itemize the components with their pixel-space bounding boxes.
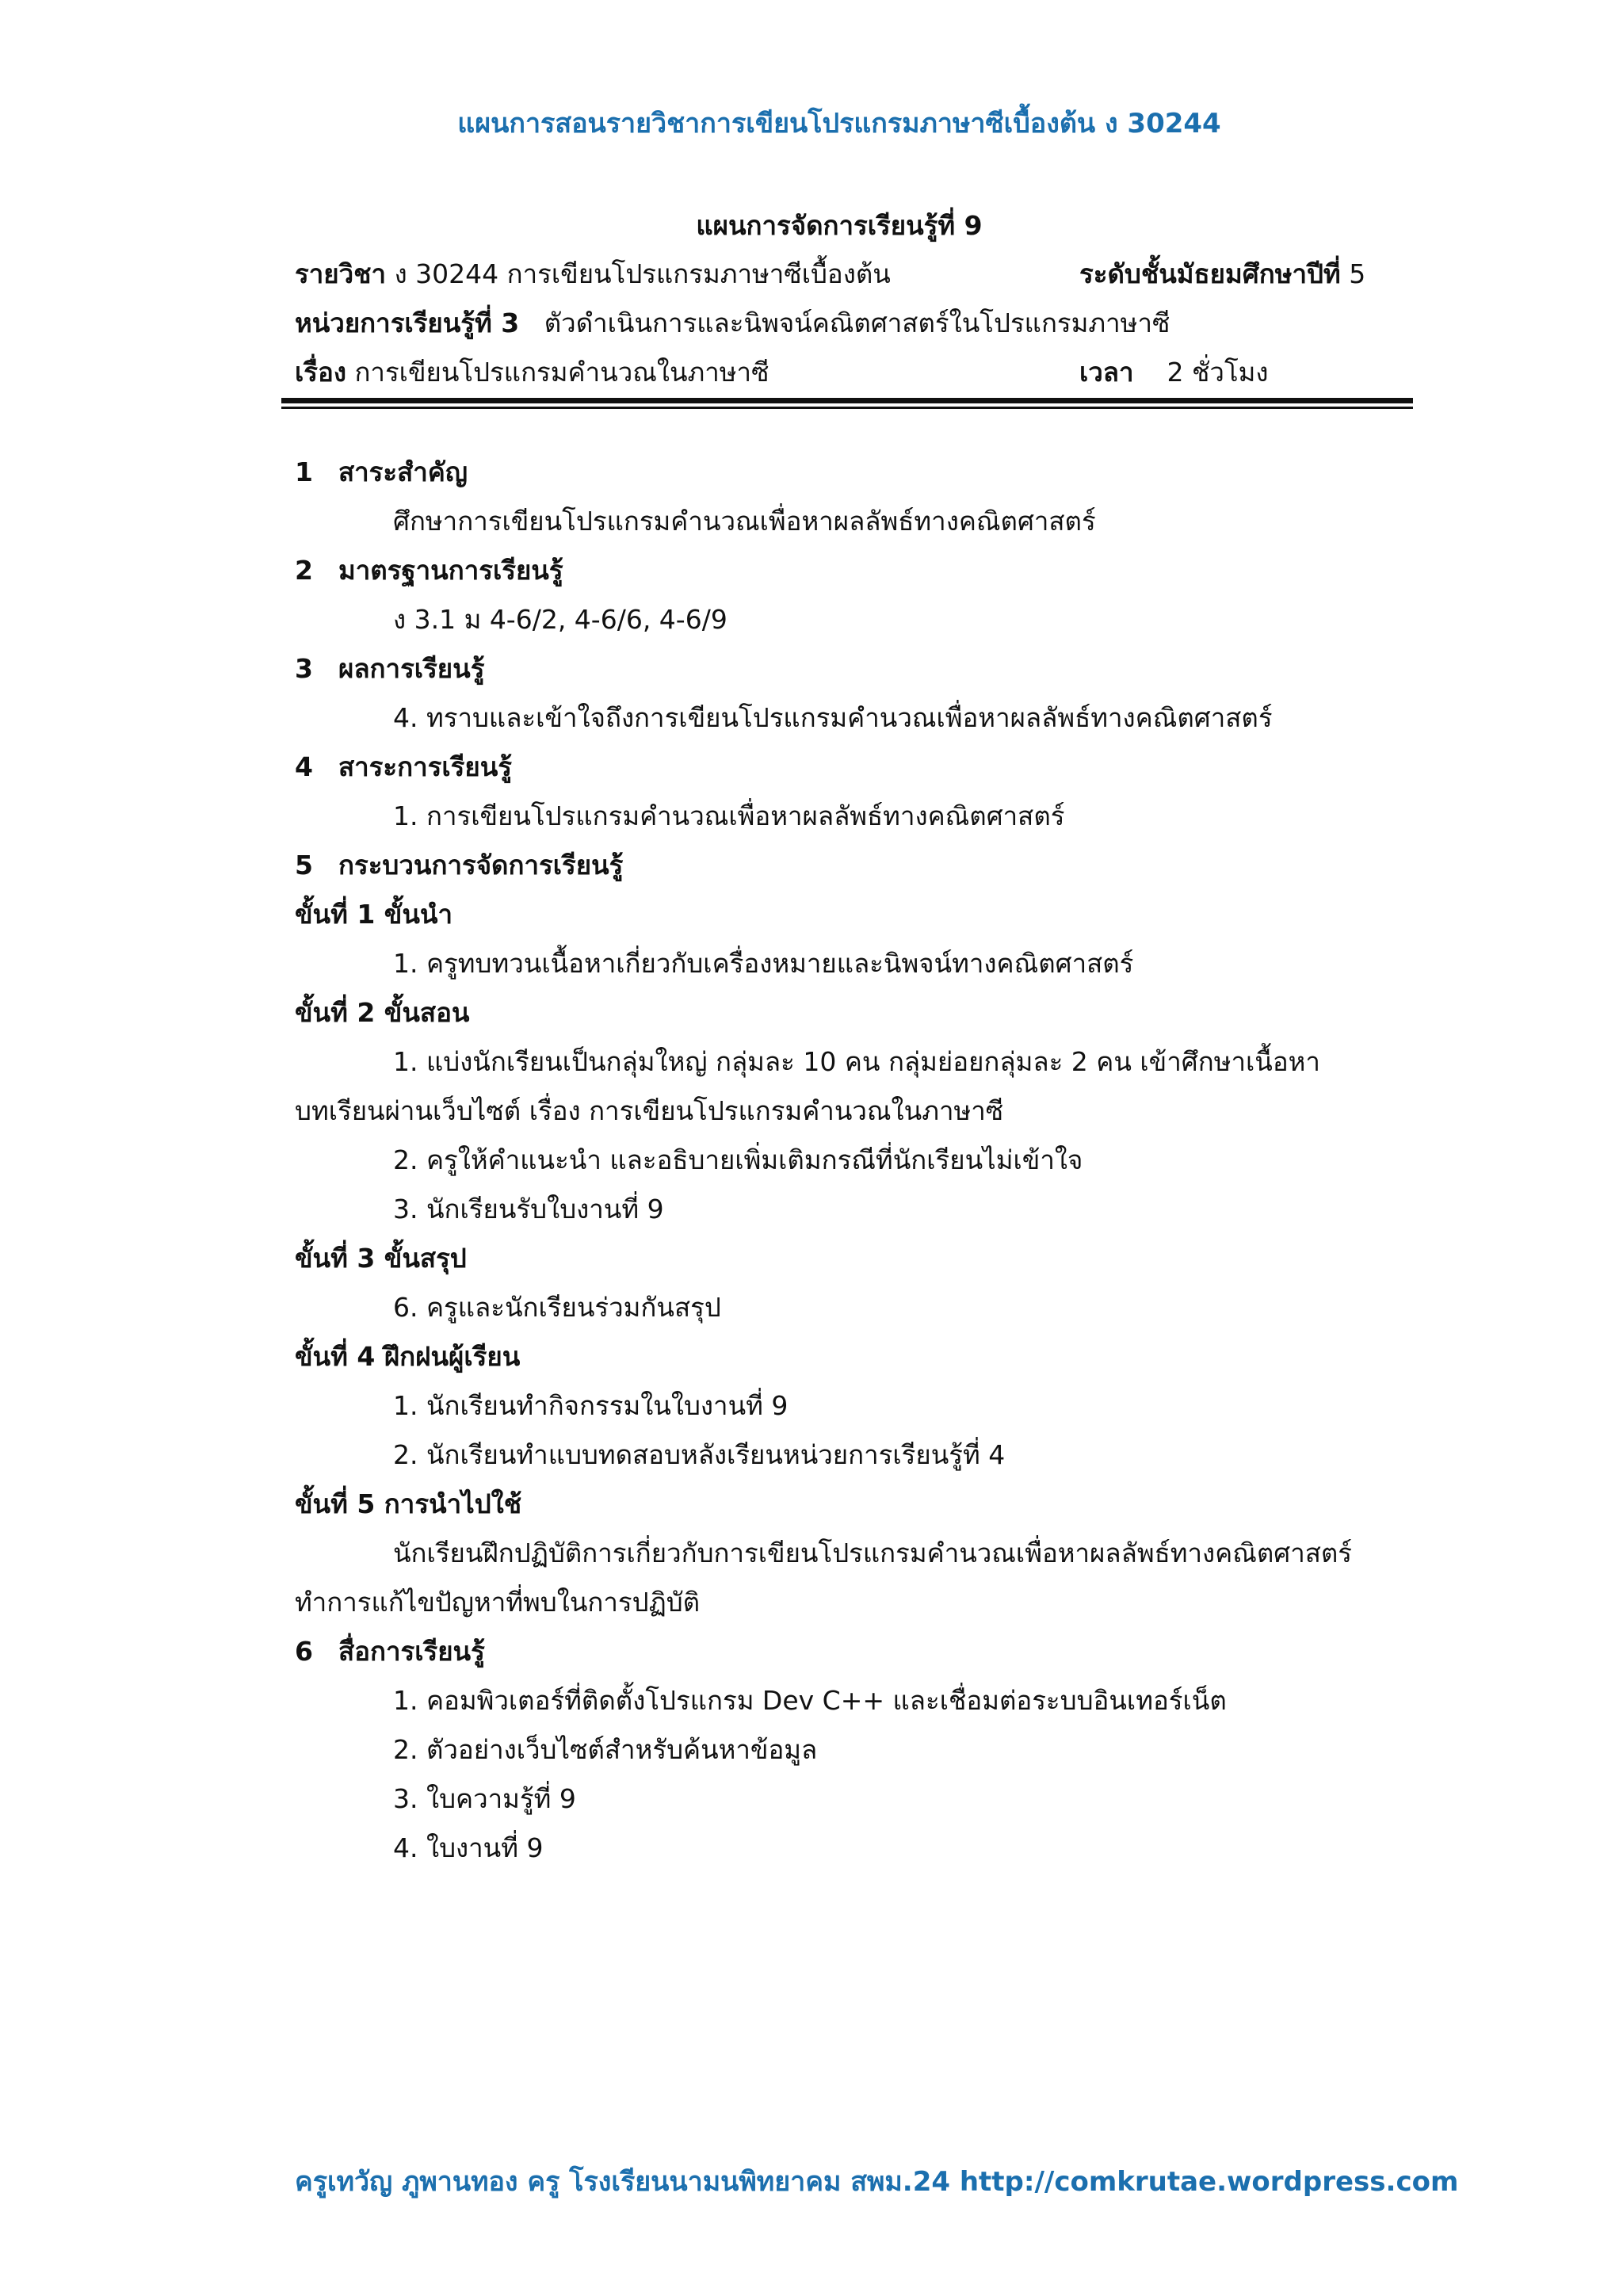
page-footer: ครูเทวัญ ภูพานทอง ครู โรงเรียนนามนพิทยาคม สพม.24 http://comkrutae.wordpress.com: [295, 2166, 1459, 2198]
level-label: ระดับชั้นมัธยมศึกษาปีที่: [1079, 258, 1341, 289]
time-value: 2 ชั่วโมง: [1167, 357, 1269, 388]
step-2-heading: ขั้นที่ 2 ขั้นสอน: [295, 997, 470, 1028]
step-1-heading: ขั้นที่ 1 ขั้นนำ: [295, 899, 453, 930]
section-4-heading: 4 สาระการเรียนรู้: [295, 751, 512, 782]
section-2-heading: 2 มาตรฐานการเรียนรู้: [295, 555, 563, 586]
time-label: เวลา: [1079, 357, 1134, 388]
section-1-body: ศึกษาการเขียนโปรแกรมคำนวณเพื่อหาผลลัพธ์ทางคณิตศาสตร์: [393, 506, 1096, 537]
header-rule-thin: [281, 407, 1413, 409]
course-plan-header: แผนการสอนรายวิชาการเขียนโปรแกรมภาษาซีเบื้องต้น ง 30244: [457, 108, 1221, 139]
section-5-heading: 5 กระบวนการจัดการเรียนรู้: [295, 850, 624, 881]
media-item-1: 1. คอมพิวเตอร์ที่ติดตั้งโปรแกรม Dev C++ และเชื่อมต่อระบบอินเทอร์เน็ต: [393, 1685, 1227, 1716]
header-rule-thick: [281, 398, 1413, 403]
media-item-3: 3. ใบความรู้ที่ 9: [393, 1783, 576, 1814]
section-4-body: 1. การเขียนโปรแกรมคำนวณเพื่อหาผลลัพธ์ทางคณิตศาสตร์: [393, 800, 1065, 831]
step-2-item-1-line-1: 1. แบ่งนักเรียนเป็นกลุ่มใหญ่ กลุ่มละ 10 คน กลุ่มย่อยกลุ่มละ 2 คน เข้าศึกษาเนื้อหา: [393, 1046, 1320, 1077]
media-item-2: 2. ตัวอย่างเว็บไซต์สำหรับค้นหาข้อมูล: [393, 1734, 818, 1765]
topic-row: [295, 349, 1404, 396]
level-value: 5: [1349, 258, 1366, 289]
subject-label: รายวิชา: [295, 258, 387, 289]
topic-value: การเขียนโปรแกรมคำนวณในภาษาซี: [354, 357, 769, 388]
step-2-item-3: 3. นักเรียนรับใบงานที่ 9: [393, 1194, 664, 1224]
step-3-heading: ขั้นที่ 3 ขั้นสรุป: [295, 1243, 467, 1274]
step-2-item-1-line-2: บทเรียนผ่านเว็บไซต์ เรื่อง การเขียนโปรแกรมคำนวณในภาษาซี: [295, 1095, 1004, 1126]
step-4-item-1: 1. นักเรียนทำกิจกรรมในใบงานที่ 9: [393, 1390, 789, 1421]
subject-row: [295, 250, 1404, 298]
section-2-body: ง 3.1 ม 4-6/2, 4-6/6, 4-6/9: [393, 604, 727, 635]
lesson-plan-title: แผนการจัดการเรียนรู้ที่ 9: [696, 210, 983, 241]
section-3-heading: 3 ผลการเรียนรู้: [295, 653, 485, 684]
step-5-heading: ขั้นที่ 5 การนำไปใช้: [295, 1488, 522, 1519]
section-1-heading: 1 สาระสำคัญ: [295, 457, 468, 487]
unit-label: หน่วยการเรียนรู้ที่ 3: [295, 308, 520, 338]
step-1-item: 1. ครูทบทวนเนื้อหาเกี่ยวกับเครื่องหมายและนิพจน์ทางคณิตศาสตร์: [393, 948, 1134, 979]
plan-content: [295, 448, 1420, 1873]
step-4-item-2: 2. นักเรียนทำแบบทดสอบหลังเรียนหน่วยการเรียนรู้ที่ 4: [393, 1439, 1006, 1470]
section-6-heading: 6 สื่อการเรียนรู้: [295, 1636, 485, 1667]
unit-row: [295, 300, 1404, 347]
step-5-line-2: ทำการแก้ไขปัญหาที่พบในการปฏิบัติ: [295, 1587, 701, 1618]
step-2-item-2: 2. ครูให้คำแนะนำ และอธิบายเพิ่มเติมกรณีที่นักเรียนไม่เข้าใจ: [393, 1144, 1083, 1175]
step-3-item-1: 6. ครูและนักเรียนร่วมกันสรุป: [393, 1292, 721, 1323]
subject-value: ง 30244 การเขียนโปรแกรมภาษาซีเบื้องต้น: [394, 258, 891, 289]
step-4-heading: ขั้นที่ 4 ฝึกฝนผู้เรียน: [295, 1341, 521, 1372]
unit-value: ตัวดำเนินการและนิพจน์คณิตศาสตร์ในโปรแกรมภาษาซี: [544, 308, 1170, 338]
step-5-line-1: นักเรียนฝึกปฏิบัติการเกี่ยวกับการเขียนโปรแกรมคำนวณเพื่อหาผลลัพธ์ทางคณิตศาสตร์: [393, 1538, 1353, 1568]
topic-label: เรื่อง: [295, 357, 346, 388]
section-3-body: 4. ทราบและเข้าใจถึงการเขียนโปรแกรมคำนวณเพื่อหาผลลัพธ์ทางคณิตศาสตร์: [393, 702, 1273, 733]
media-item-4: 4. ใบงานที่ 9: [393, 1832, 544, 1863]
